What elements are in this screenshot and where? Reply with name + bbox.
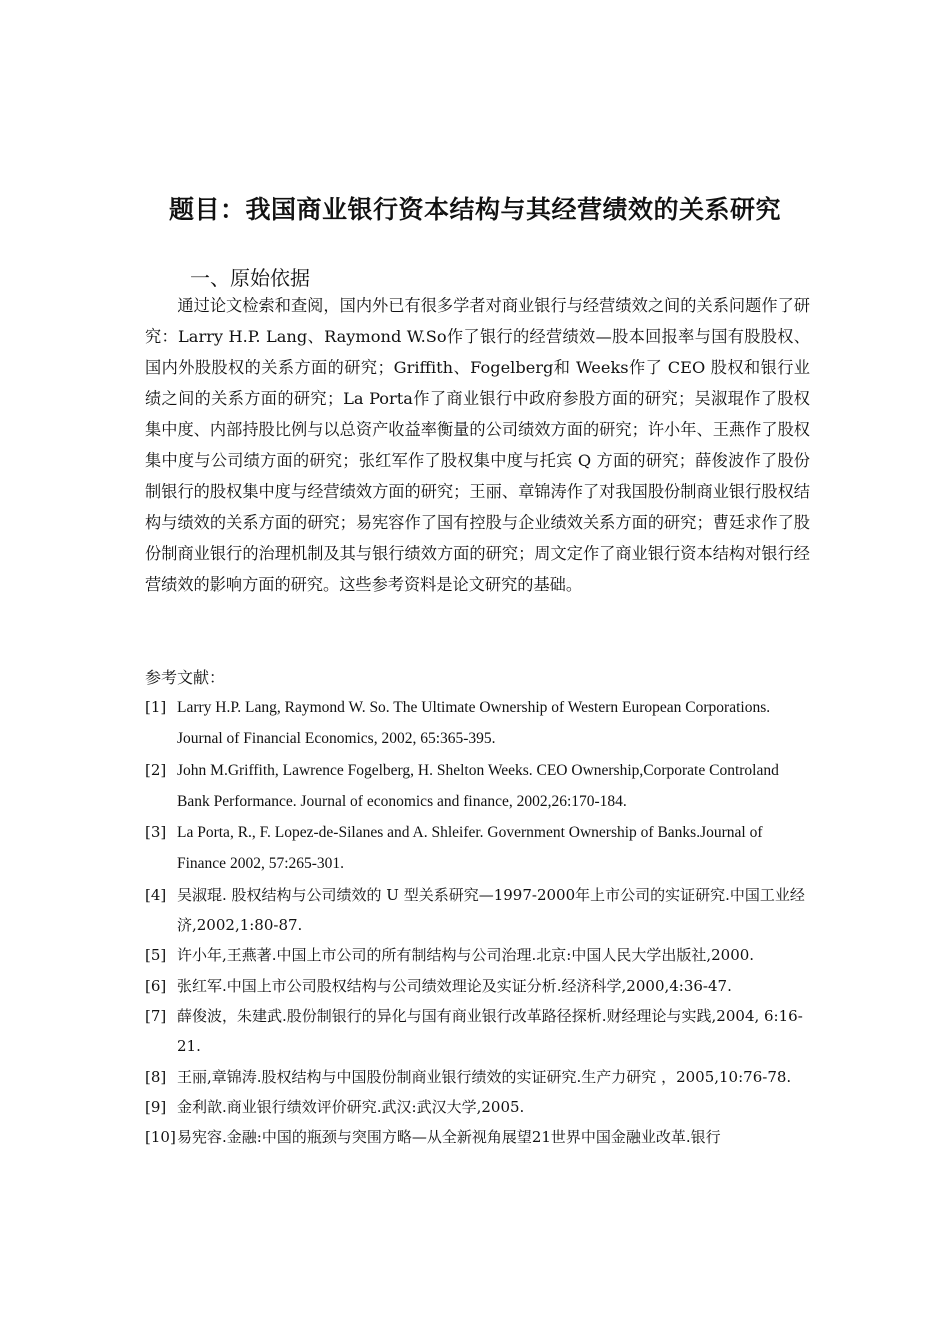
reference-text: 许小年,王燕著.中国上市公司的所有制结构与公司治理.北京:中国人民大学出版社,2000. <box>177 946 755 965</box>
reference-item <box>145 880 810 941</box>
reference-item <box>145 971 810 1001</box>
references-heading: 参考文献： <box>145 668 226 687</box>
reference-text: Larry H.P. Lang, Raymond W. So. The Ultimate Ownership of Western European Corporations. Journal of Financial Economics, 2002, 65:365-395. <box>177 699 771 748</box>
reference-item <box>145 940 810 970</box>
reference-text: 金利歆.商业银行绩效评价研究.武汉:武汉大学,2005. <box>177 1097 525 1116</box>
reference-number: [9] <box>145 1097 167 1116</box>
reference-number: [8] <box>145 1067 167 1086</box>
reference-number: [1] <box>145 698 167 716</box>
reference-number: [2] <box>145 760 167 779</box>
reference-text: John M.Griffith, Lawrence Fogelberg, H. Shelton Weeks. CEO Ownership,Corporate Controland Bank Performance. Journal of economics and finance, 2002,26:170-184. <box>177 761 779 810</box>
reference-item <box>145 1062 810 1092</box>
reference-text: 王丽,章锦涛.股权结构与中国股份制商业银行绩效的实证研究.生产力研究 ，2005,10:76-78. <box>177 1067 792 1086</box>
reference-item <box>145 692 810 755</box>
section-heading: 一、原始依据 <box>190 266 310 290</box>
reference-text: 易宪容.金融:中国的瓶颈与突围方略—从全新视角展望21世界中国金融业改革.银行 <box>177 1128 721 1147</box>
reference-number: [10] <box>145 1128 176 1147</box>
reference-number: [6] <box>145 976 167 995</box>
reference-item <box>145 1092 810 1122</box>
reference-item <box>145 1122 810 1152</box>
document-title: 题目：我国商业银行资本结构与其经营绩效的关系研究 <box>168 195 781 224</box>
reference-text: La Porta, R., F. Lopez-de-Silanes and A. Shleifer. Government Ownership of Banks.Journal of Finance 2002, 57:265-301. <box>177 824 763 873</box>
reference-number: [3] <box>145 823 167 842</box>
reference-text: 吴淑琨. 股权结构与公司绩效的 U 型关系研究—1997-2000年上市公司的实证研究.中国工业经济,2002,1:80-87. <box>177 885 805 935</box>
reference-text: 薛俊波，朱建武.股份制银行的异化与国有商业银行改革路径探析.财经理论与实践,2004, 6:16-21. <box>177 1006 803 1056</box>
reference-item <box>145 1001 810 1062</box>
references-list <box>145 692 810 1152</box>
reference-number: [4] <box>145 885 167 904</box>
body-paragraph: 通过论文检索和查阅，国内外已有很多学者对商业银行与经营绩效之间的关系问题作了研究：Larry H.P. Lang、Raymond W.So作了银行的经营绩效—股本回报率与国有股股权、国内外股股权的关系方面的研究；Griffith、Fogelberg和 Weeks作了 CEO 股权和银行业绩之间的关系方面的研究；La Porta作了商业银行中政府参股方面的研究；吴淑琨作了股权集中度、内部持股比例与以总资产收益率衡量的公司绩效方面的研究；许小年、王燕作了股权集中度与公司绩方面的研究；张红军作了股权集中度与托宾 Q 方面的研究；薛俊波作了股份制银行的股权集中度与经营绩效方面的研究；王丽、章锦涛作了对我国股份制商业银行股权结构与绩效的关系方面的研究；易宪容作了国有控股与企业绩效关系方面的研究；曹廷求作了股份制商业银行的治理机制及其与银行绩效方面的研究；周文定作了商业银行资本结构对银行经营绩效的影响方面的研究。这些参考资料是论文研究的基础。 <box>145 296 810 594</box>
reference-item <box>145 817 810 880</box>
reference-text: 张红军.中国上市公司股权结构与公司绩效理论及实证分析.经济科学,2000,4:36-47. <box>177 976 732 995</box>
reference-number: [7] <box>145 1006 167 1025</box>
reference-number: [5] <box>145 946 167 965</box>
reference-item <box>145 755 810 818</box>
